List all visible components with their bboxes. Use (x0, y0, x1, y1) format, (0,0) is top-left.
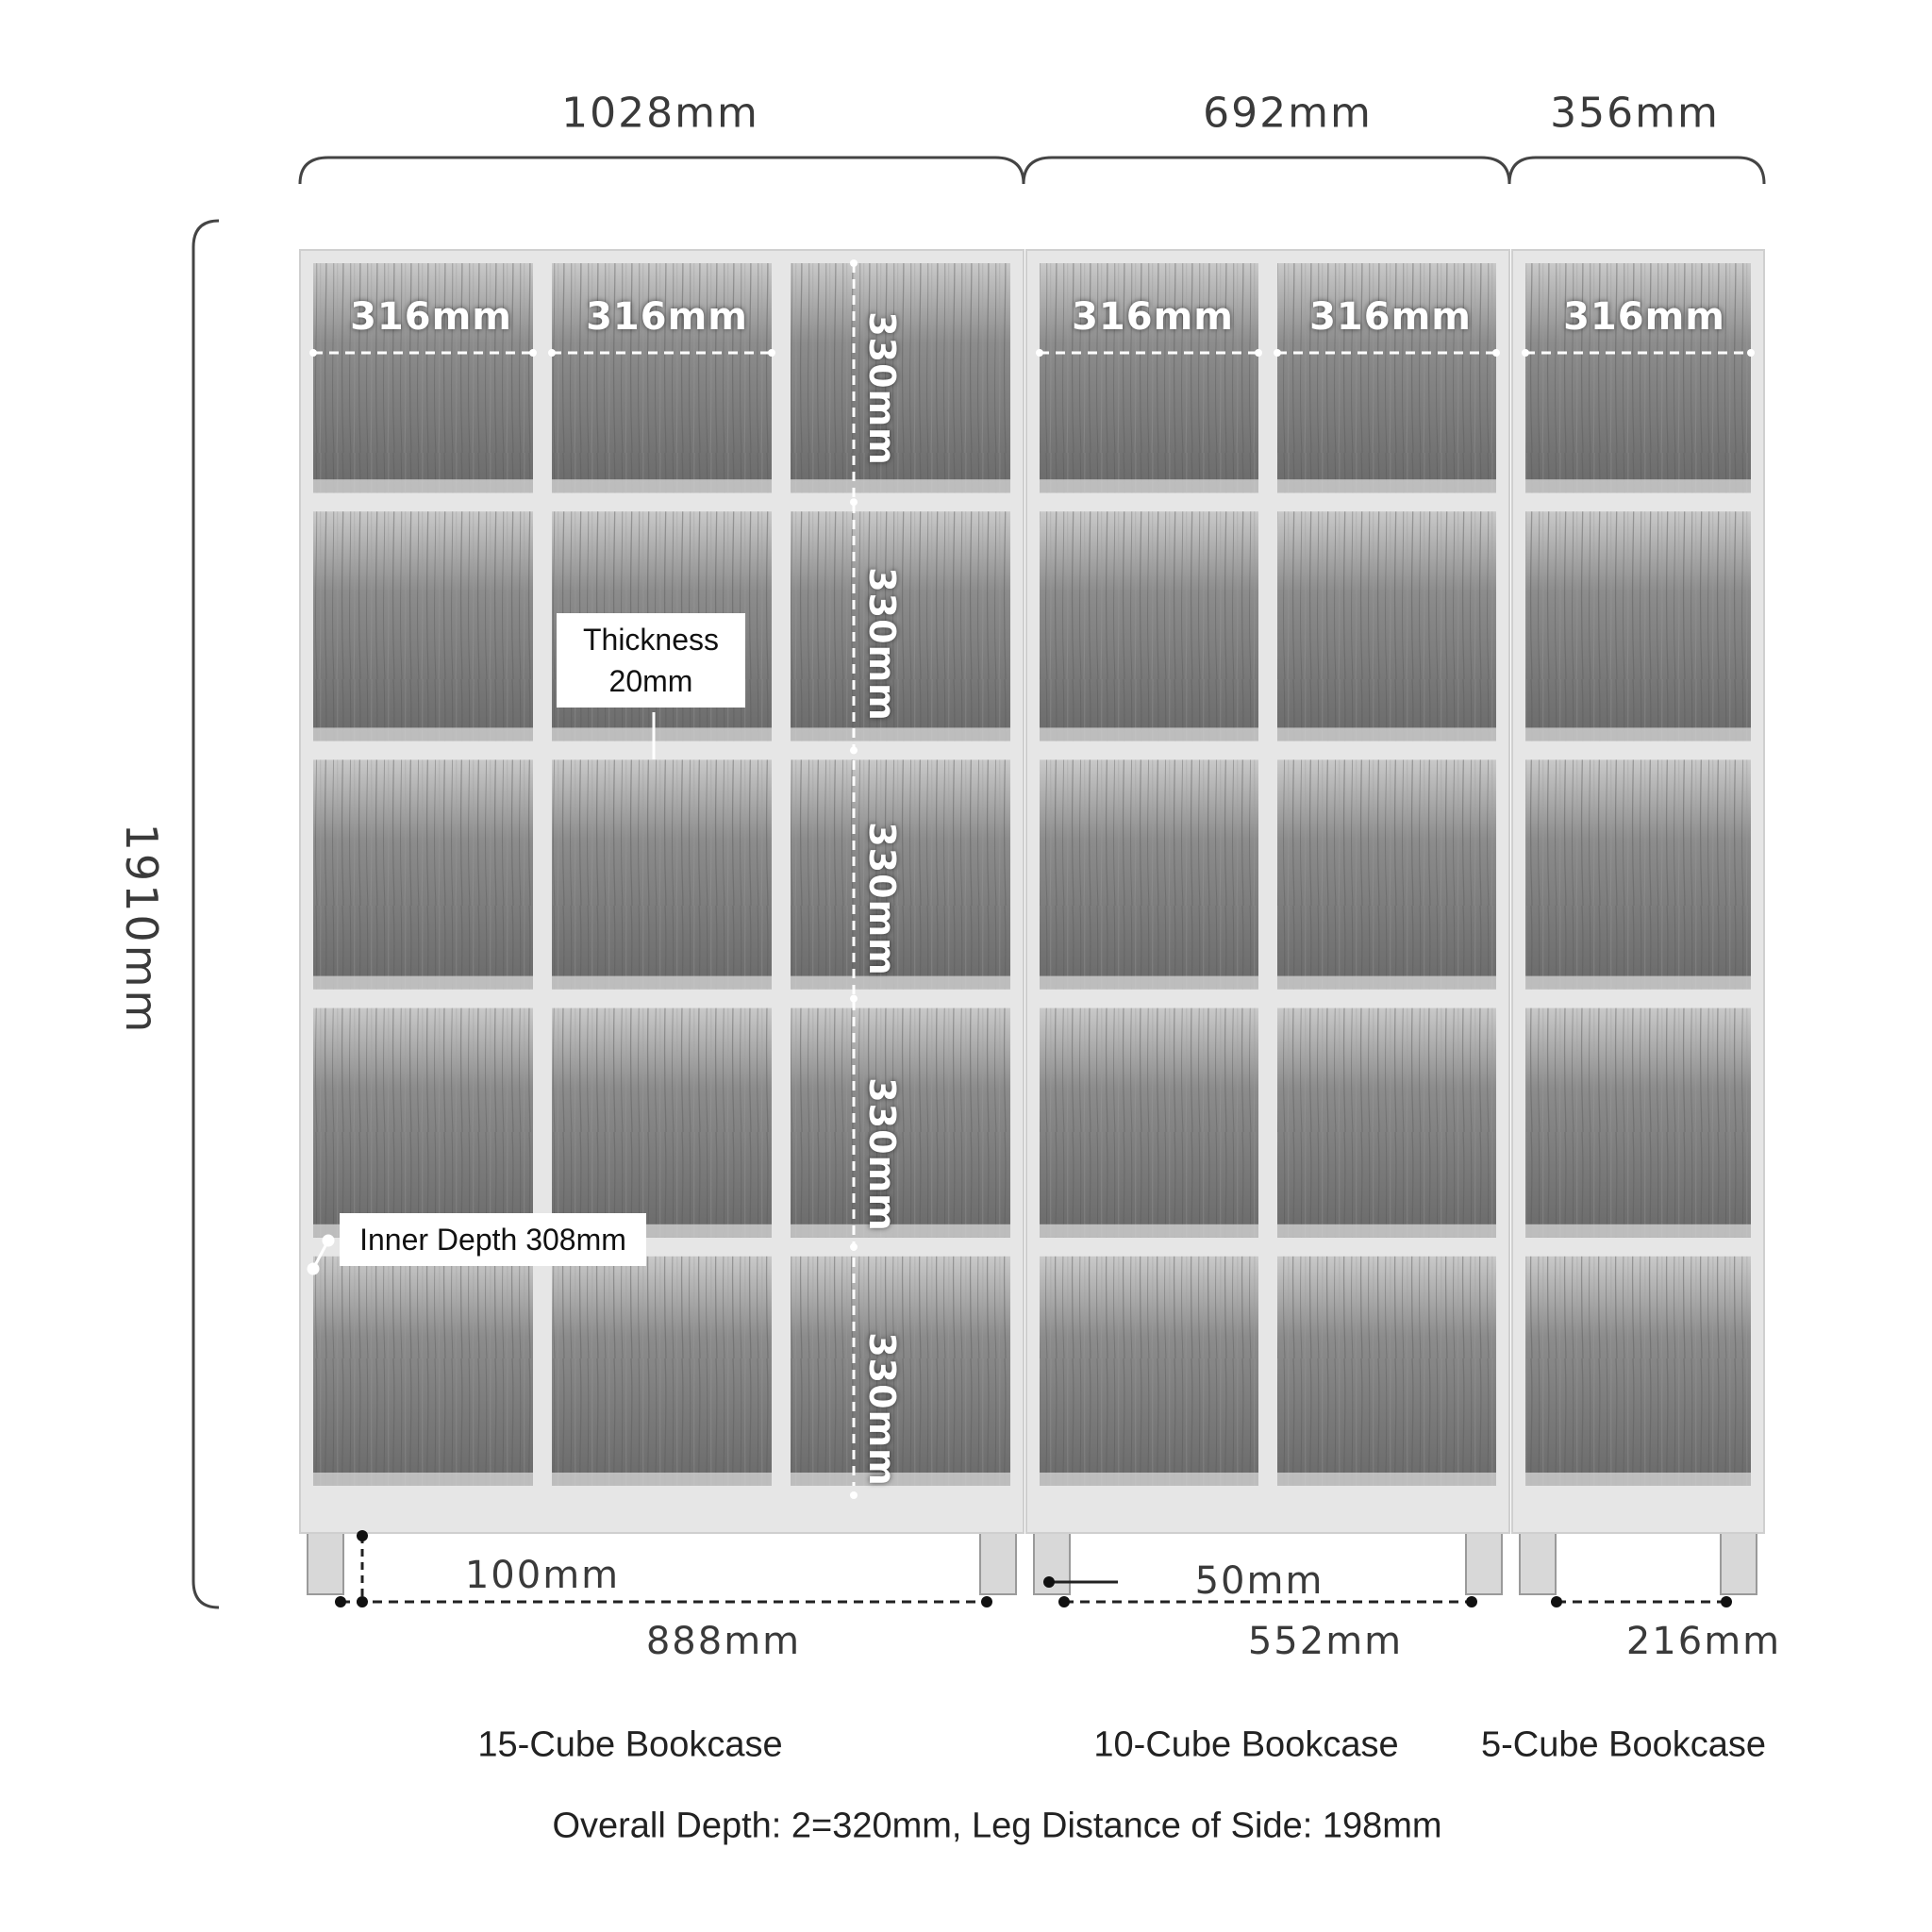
cube-grain (1525, 511, 1751, 741)
cube-width-dot (1036, 349, 1043, 357)
cube-width-dot (1522, 349, 1529, 357)
cube-height-dot (850, 995, 858, 1003)
cube-shelf-edge (1040, 479, 1258, 492)
caption-5-cube: 5-Cube Bookcase (1480, 1724, 1767, 1765)
cube-shelf-edge (1277, 976, 1496, 990)
cube-shelf-edge (1277, 479, 1496, 492)
cube-grain (1040, 1008, 1258, 1238)
cube-height-label: 330mm (861, 1077, 903, 1232)
bookcase-15-cabinet (300, 250, 1024, 1594)
cube-shelf-edge (791, 976, 1010, 990)
cube-width-label: 316mm (586, 295, 748, 339)
cube-width-dot (768, 349, 775, 357)
width-label-5: 356mm (1550, 89, 1720, 138)
cube-shelf-edge (1040, 976, 1258, 990)
cube-shelf-edge (1277, 727, 1496, 741)
cube-height-dot (850, 1243, 858, 1251)
cube-grain (1525, 1257, 1751, 1486)
cube-width-label: 316mm (350, 295, 512, 339)
bracket-5 (1509, 158, 1764, 184)
leg-span-label-15: 888mm (645, 1620, 802, 1663)
leg-span-label-5: 216mm (1625, 1620, 1782, 1663)
cube-grain (1277, 759, 1496, 989)
cube-shelf-edge (1277, 1224, 1496, 1238)
cabinet-leg (1721, 1533, 1757, 1594)
thickness-callout (557, 613, 745, 708)
cube-shelf-edge (1277, 1473, 1496, 1486)
cube-shelf-edge (552, 1473, 772, 1486)
cabinet-leg (1520, 1533, 1556, 1594)
cube-shelf-edge (313, 727, 533, 741)
cube-width-dot (309, 349, 317, 357)
cube-shelf-edge (1525, 727, 1751, 741)
bookcase-10-cabinet (1026, 250, 1509, 1594)
width-label-10: 692mm (1203, 89, 1373, 138)
cube-shelf-edge (552, 479, 772, 492)
leg-inset-label: 50mm (1194, 1559, 1324, 1603)
bookcase-5-cabinet (1512, 250, 1764, 1594)
cube-shelf-edge (1040, 1224, 1258, 1238)
cube-width-dot (1747, 349, 1755, 357)
cube-shelf-edge (313, 1473, 533, 1486)
cube-grain (313, 511, 533, 741)
cube-grain (1525, 1008, 1751, 1238)
cube-height-label: 330mm (861, 1332, 903, 1487)
cube-grain (313, 759, 533, 989)
cube-shelf-edge (1040, 727, 1258, 741)
cube-width-dot (529, 349, 537, 357)
cabinet-leg (1466, 1533, 1502, 1594)
cube-grain (552, 1008, 772, 1238)
cube-grain (1040, 759, 1258, 989)
cabinet-leg (980, 1533, 1016, 1594)
height-label: 1910mm (116, 823, 167, 1036)
cube-height-label: 330mm (861, 567, 903, 722)
height-bracket (193, 221, 219, 1607)
cube-shelf-edge (313, 479, 533, 492)
inner-depth-callout: Inner Depth 308mm (340, 1213, 646, 1266)
cube-grain (313, 1257, 533, 1486)
cube-width-dot (1255, 349, 1262, 357)
cube-shelf-edge (1525, 1224, 1751, 1238)
cube-height-dot (850, 259, 858, 267)
cube-shelf-edge (313, 976, 533, 990)
cabinets (300, 250, 1764, 1594)
cube-shelf-edge (1525, 976, 1751, 990)
cube-shelf-edge (552, 727, 772, 741)
cube-grain (313, 1008, 533, 1238)
cube-shelf-edge (552, 976, 772, 990)
cube-grain (1277, 511, 1496, 741)
cube-shelf-edge (1525, 1473, 1751, 1486)
leg-height-label: 100mm (464, 1554, 621, 1597)
width-label-15: 1028mm (561, 89, 759, 138)
cube-height-dot (850, 746, 858, 754)
cube-width-dot (548, 349, 556, 357)
bracket-15 (300, 158, 1024, 184)
cube-width-label: 316mm (1563, 295, 1725, 339)
cube-shelf-edge (791, 479, 1010, 492)
caption-15-cube: 15-Cube Bookcase (477, 1724, 783, 1765)
thickness-callout-value: 20mm (608, 664, 693, 698)
width-brackets (300, 158, 1764, 184)
cube-height-dot (850, 1491, 858, 1499)
cube-height-dot (850, 498, 858, 506)
cube-shelf-edge (1040, 1473, 1258, 1486)
cube-grain (1277, 1008, 1496, 1238)
cube-grain (552, 759, 772, 989)
caption-10-cube: 10-Cube Bookcase (1093, 1724, 1399, 1765)
cube-shelf-edge (1525, 479, 1751, 492)
cube-width-label: 316mm (1072, 295, 1234, 339)
cube-grain (1040, 511, 1258, 741)
cube-width-dot (1492, 349, 1500, 357)
cube-grain (1277, 1257, 1496, 1486)
cube-height-label: 330mm (861, 311, 903, 466)
leg-span-label-10: 552mm (1247, 1620, 1404, 1663)
cube-width-dot (1274, 349, 1281, 357)
thickness-callout-title: Thickness (582, 623, 720, 657)
cube-grain (1525, 759, 1751, 989)
cube-grain (1040, 1257, 1258, 1486)
cube-grain (552, 1257, 772, 1486)
cube-width-label: 316mm (1309, 295, 1472, 339)
cabinet-leg (308, 1533, 343, 1594)
overall-depth-note: Overall Depth: 2=320mm, Leg Distance of Side: 198mm (552, 1806, 1442, 1846)
bracket-10 (1024, 158, 1509, 184)
cube-shelf-edge (791, 727, 1010, 741)
cube-height-label: 330mm (861, 822, 903, 976)
